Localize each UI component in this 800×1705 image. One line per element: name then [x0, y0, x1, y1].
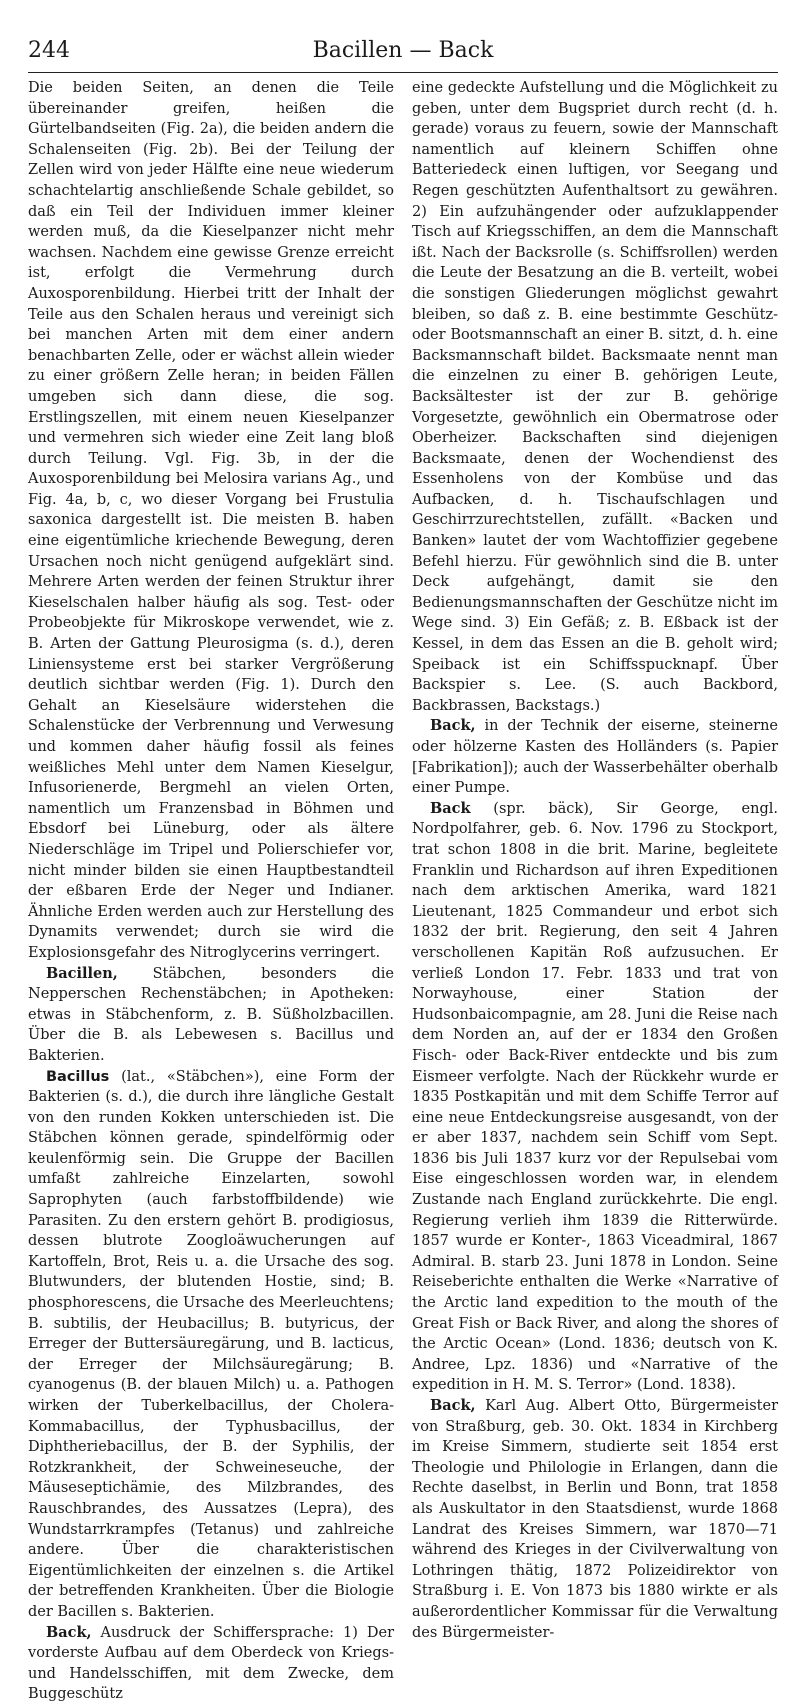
headword-back: Back, [430, 717, 476, 735]
page-title: Bacillen — Back [312, 38, 494, 63]
headword-bacillen: Bacillen, [46, 964, 118, 982]
page-number: 244 [28, 38, 70, 63]
page-header [28, 38, 778, 72]
header-rule [28, 72, 778, 73]
entry-text: Stäbchen, besonders die Nepperschen Rechenstäbchen; in Apotheken: etwas in Stäbchenform, z. B. Süßholzbacillen. Über die B. als Lebewesen s. Bacillus und Bakterien. [28, 965, 394, 1064]
entry-bacillen [28, 964, 394, 1067]
entry-continuation: Die beiden Seiten, an denen die Teile übereinander greifen, heißen die Gürtelbandseiten (Fig. 2a), die beiden andern die Schalenseiten (Fig. 2b). Bei der Teilung der Zellen wird von jeder Hälfte eine neue wiederum schachtelartig anschließende Schale gebildet, so daß ein Teil der Individuen immer kleiner werden muß, da die Kieselpanzer nicht mehr wachsen. Nachdem eine gewisse Grenze erreicht ist, erfolgt die Vermehrung durch Auxosporenbildung. Hierbei tritt der Inhalt der Teile aus den Schalen heraus und vereinigt sich bei manchen Arten mit dem einer andern benachbarten Zelle, oder er wächst allein wieder zu einer größern Zelle heran; in beiden Fällen umgeben sich dann diese, die sog. Erstlingszellen, mit einem neuen Kieselpanzer und vermehren sich wieder eine Zeit lang bloß durch Teilung. Vgl. Fig. 3b, in der die Auxosporenbildung bei Melosira varians Ag., und Fig. 4a, b, c, wo dieser Vorgang bei Frustulia saxonica dargestellt ist. Die meisten B. haben eine eigentümliche kriechende Bewegung, deren Ursachen noch nicht genügend aufgeklärt sind. Mehrere Arten werden der feinen Struktur ihrer Kieselschalen halber häufig als sog. Test- oder Probeobjekte für Mikroskope verwendet, wie z. B. Arten der Gattung Pleurosigma (s. d.), deren Liniensysteme erst bei starker Vergrößerung deutlich sichtbar werden (Fig. 1). Durch den Gehalt an Kieselsäure widerstehen die Schalenstücke der Verbrennung und Verwesung und kommen daher häufig fossil als feines weißliches Mehl unter dem Namen Kieselgur, Infusorienerde, Bergmehl an vielen Orten, namentlich um Franzensbad in Böhmen und Ebsdorf bei Lüneburg, oder als ältere Niederschläge im Tripel und Polierschiefer vor, nicht minder bilden sie einen Hauptbestandteil der eßbaren Erde der Neger und Indianer. Ähnliche Erden werden auch zur Herstellung des Dynamits verwendet; durch sie wird die Explosionsgefahr des Nitroglycerins verringert. [28, 80, 394, 961]
left-column [28, 78, 394, 1703]
entry-back-1 [28, 1623, 394, 1705]
entry-back-2 [412, 716, 778, 798]
entry-text: (lat., «Stäbchen»), eine Form der Bakterien (s. d.), die durch ihre längliche Gestalt von den runden Kokken unterschieden ist. Die Stäbchen können gerade, spindelförmig oder keulenförmig sein. Die Gruppe der Bacillen umfaßt zahlreiche Einzelarten, sowohl Saprophyten (auch farbstoffbildende) wie Parasiten. Zu den erstern gehört B. prodigiosus, dessen blutrote Zoogloäwucherungen auf Kartoffeln, Brot, Reis u. a. die Ursache des sog. Blutwunders, der blutenden Hostie, sind; B. phosphorescens, die Ursache des Meerleuchtens; B. subtilis, der Heubacillus; B. butyricus, der Erreger der Buttersäuregärung, und B. lacticus, der Erreger der Milchsäuregärung; B. cyanogenus (B. der blauen Milch) u. a. Pathogen wirken der Tuberkelbacillus, der Cholera-Kommabacillus, der Typhusbacillus, der Diphtheriebacillus, der B. der Syphilis, der Rotzkrankheit, der Schweineseuche, der Mäuseseptichämie, des Milzbrandes, des Rauschbrandes, des Aussatzes (Lepra), des Wundstarrkrampfes (Tetanus) und zahlreiche andere. Über die charakteristischen Eigentümlichkeiten der einzelnen s. die Artikel der betreffenden Krankheiten. Über die Biologie der Bacillen s. Bakterien. [28, 1068, 394, 1620]
headword-back: Back [430, 799, 471, 817]
entry-back-george [412, 799, 778, 1396]
entry-continuation: eine gedeckte Aufstellung und die Möglichkeit zu geben, unter dem Bugspriet durch recht (d. h. gerade) voraus zu feuern, sowie der Mannschaft namentlich auf kleinern Schiffen ohne Batteriedeck einen luftigen, vor Seegang und Regen geschützten Aufenthaltsort zu gewähren. 2) Ein aufzuhängender oder aufzuklappender Tisch auf Kriegsschiffen, an dem die Mannschaft ißt. Nach der Backsrolle (s. Schiffsrollen) werden die Leute der Besatzung an die B. verteilt, wobei die sonstigen Gliederungen möglichst gewahrt bleiben, so daß z. B. eine bestimmte Geschütz- oder Bootsmannschaft an einer B. sitzt, d. h. eine Backsmannschaft bildet. Backsmaate nennt man die einzelnen zu einer B. gehörigen Leute, Backsältester ist der zur B. gehörige Vorgesetzte, gewöhnlich ein Obermatrose oder Oberheizer. Backschaften sind diejenigen Backsmaate, denen der Wochendienst des Essenholens von der Kombüse und das Aufbacken, d. h. Tischaufschlagen und Geschirrzurechtstellen, zufällt. «Backen und Banken» lautet der vom Wachtoffizier gegebene Befehl hierzu. Für gewöhnlich sind die B. unter Deck aufgehängt, damit sie den Bedienungsmannschaften der Geschütze nicht im Wege sind. 3) Ein Gefäß; z. B. Eßback ist der Kessel, in dem das Essen an die B. geholt wird; Speiback ist ein Schiffsspucknapf. Über Backspier s. Lee. (S. auch Backbord, Backbrassen, Backstags.) [412, 80, 778, 714]
entry-text: Ausdruck der Schiffersprache: 1) Der vorderste Aufbau auf dem Oberdeck von Kriegs- und Handelsschiffen, mit dem Zwecke, dem Buggeschütz [28, 1624, 394, 1703]
headword-back: Back, [430, 1397, 476, 1414]
entry-text: in der Technik der eiserne, steinerne oder hölzerne Kasten des Holländers (s. Papier [Fabrikation]); auch der Wasserbehälter oberhalb einer Pumpe. [412, 718, 778, 797]
entry-text: Karl Aug. Albert Otto, Bürgermeister von Straßburg, geb. 30. Okt. 1834 in Kirchberg im Kreise Simmern, studierte seit 1854 erst Theologie und Philologie in Erlangen, dann die Rechte daselbst, in Berlin und Bonn, trat 1858 als Auskultator in den Staatsdienst, wurde 1868 Landrat des Kreises Simmern, war 1870—71 während des Krieges in der Civilverwaltung von Lothringen thätig, 1872 Polizeidirektor von Straßburg i. E. Von 1873 bis 1880 wirkte er als außerordentlicher Kommissar für die Verwaltung des Bürgermeister- [412, 1398, 778, 1641]
entry-text: (spr. bäck), Sir George, engl. Nordpolfahrer, geb. 6. Nov. 1796 zu Stockport, trat schon 1808 in die brit. Marine, begleitete Franklin und Richardson auf ihren Expeditionen nach dem arktischen Amerika, ward 1821 Lieutenant, 1825 Commandeur und erbot sich 1832 der brit. Regierung, den seit 4 Jahren verschollenen Kapitän Roß aufzusuchen. Er verließ London 17. Febr. 1833 und trat von Norwayhouse, einer Station der Hudsonbaicompagnie, am 28. Juni die Reise nach dem Norden an, auf der er 1834 den Großen Fisch- oder Back-River entdeckte und bis zum Eismeer verfolgte. Nach der Rückkehr wurde er 1835 Postkapitän und mit dem Schiffe Terror auf eine neue Entdeckungsreise ausgesandt, von der er aber 1837, nachdem sein Schiff vom Sept. 1836 bis Juli 1837 kurz vor der Repulsebai vom Eise eingeschlossen worden war, in elendem Zustande nach England zurückkehrte. Die engl. Regierung verlieh ihm 1839 die Ritterwürde. 1857 wurde er Konter-, 1863 Viceadmiral, 1867 Admiral. B. starb 23. Juni 1878 in London. Seine Reiseberichte enthalten die Werke «Narrative of the Arctic land expedition to the mouth of the Great Fish or Back River, and along the shores of the Arctic Ocean» (Lond. 1836; deutsch von K. Andree, Lpz. 1836) und «Narrative of the expedition in H. M. S. Terror» (Lond. 1838). [412, 800, 778, 1394]
entry-bacillus [28, 1067, 394, 1623]
headword-back: Back, [46, 1623, 92, 1641]
headword-bacillus: Bacillus [46, 1068, 110, 1085]
right-column [412, 78, 778, 1641]
entry-back-karl [412, 1396, 778, 1643]
